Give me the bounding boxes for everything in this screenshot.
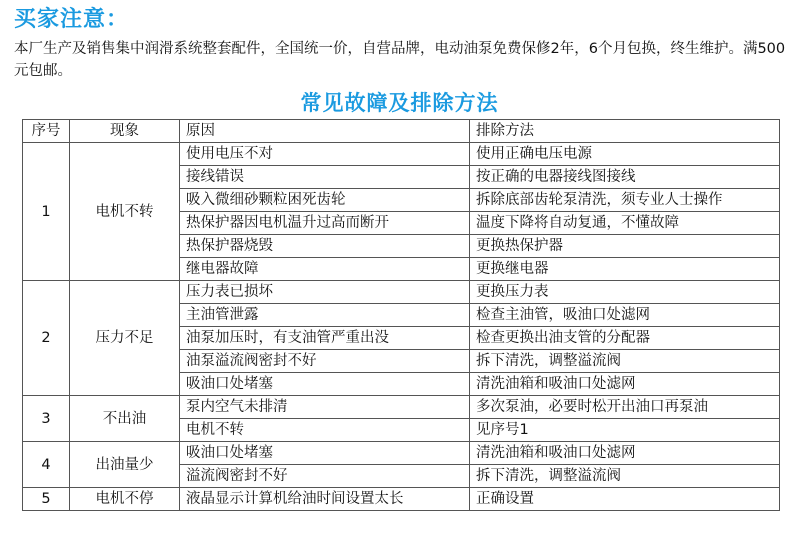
fix-cell: 使用正确电压电源 [470,143,780,166]
cause-cell: 使用电压不对 [180,143,470,166]
symptom-cell: 电机不转 [70,143,180,281]
fix-cell: 更换压力表 [470,281,780,304]
header-no: 序号 [23,120,70,143]
header-fix: 排除方法 [470,120,780,143]
fix-cell: 正确设置 [470,488,780,511]
row-number-cell: 5 [23,488,70,511]
fix-cell: 多次泵油，必要时松开出油口再泵油 [470,396,780,419]
table-body [23,143,780,511]
table-row [23,396,780,419]
fix-cell: 清洗油箱和吸油口处滤网 [470,373,780,396]
fix-cell: 见序号1 [470,419,780,442]
symptom-cell: 电机不停 [70,488,180,511]
row-number-cell: 1 [23,143,70,281]
fix-cell: 检查更换出油支管的分配器 [470,327,780,350]
fix-cell: 温度下降将自动复通，不懂故障 [470,212,780,235]
cause-cell: 泵内空气未排清 [180,396,470,419]
cause-cell: 主油管泄露 [180,304,470,327]
fix-cell: 拆除底部齿轮泵清洗，须专业人士操作 [470,189,780,212]
cause-cell: 热保护器因电机温升过高而断开 [180,212,470,235]
table-row [23,488,780,511]
row-number-cell: 3 [23,396,70,442]
fix-cell: 检查主油管，吸油口处滤网 [470,304,780,327]
fix-cell: 拆下清洗，调整溢流阀 [470,465,780,488]
row-number-cell: 4 [23,442,70,488]
cause-cell: 吸入微细砂颗粒困死齿轮 [180,189,470,212]
symptom-cell: 不出油 [70,396,180,442]
cause-cell: 压力表已损坏 [180,281,470,304]
cause-cell: 油泵溢流阀密封不好 [180,350,470,373]
header-cause: 原因 [180,120,470,143]
cause-cell: 吸油口处堵塞 [180,442,470,465]
notice-body: 本厂生产及销售集中润滑系统整套配件，全国统一价，自营品牌，电动油泵免费保修2年，6个月包换，终生维护。满500元包邮。 [14,41,786,79]
fix-cell: 拆下清洗，调整溢流阀 [470,350,780,373]
row-number-cell: 2 [23,281,70,396]
symptom-cell: 压力不足 [70,281,180,396]
table-title: 常见故障及排除方法 [300,91,499,115]
cause-cell: 接线错误 [180,166,470,189]
fix-cell: 更换热保护器 [470,235,780,258]
cause-cell: 吸油口处堵塞 [180,373,470,396]
fix-cell: 更换继电器 [470,258,780,281]
symptom-cell: 出油量少 [70,442,180,488]
cause-cell: 热保护器烧毁 [180,235,470,258]
table-row [23,442,780,465]
cause-cell: 电机不转 [180,419,470,442]
table-row [23,143,780,166]
fix-cell: 按正确的电器接线图接线 [470,166,780,189]
cause-cell: 溢流阀密封不好 [180,465,470,488]
table-row [23,281,780,304]
fault-table [22,119,780,511]
table-header-row [23,120,780,143]
cause-cell: 继电器故障 [180,258,470,281]
cause-cell: 液晶显示计算机给油时间设置太长 [180,488,470,511]
fix-cell: 清洗油箱和吸油口处滤网 [470,442,780,465]
notice-heading: 买家注意： [14,7,130,32]
cause-cell: 油泵加压时，有支油管严重出没 [180,327,470,350]
header-symptom: 现象 [70,120,180,143]
